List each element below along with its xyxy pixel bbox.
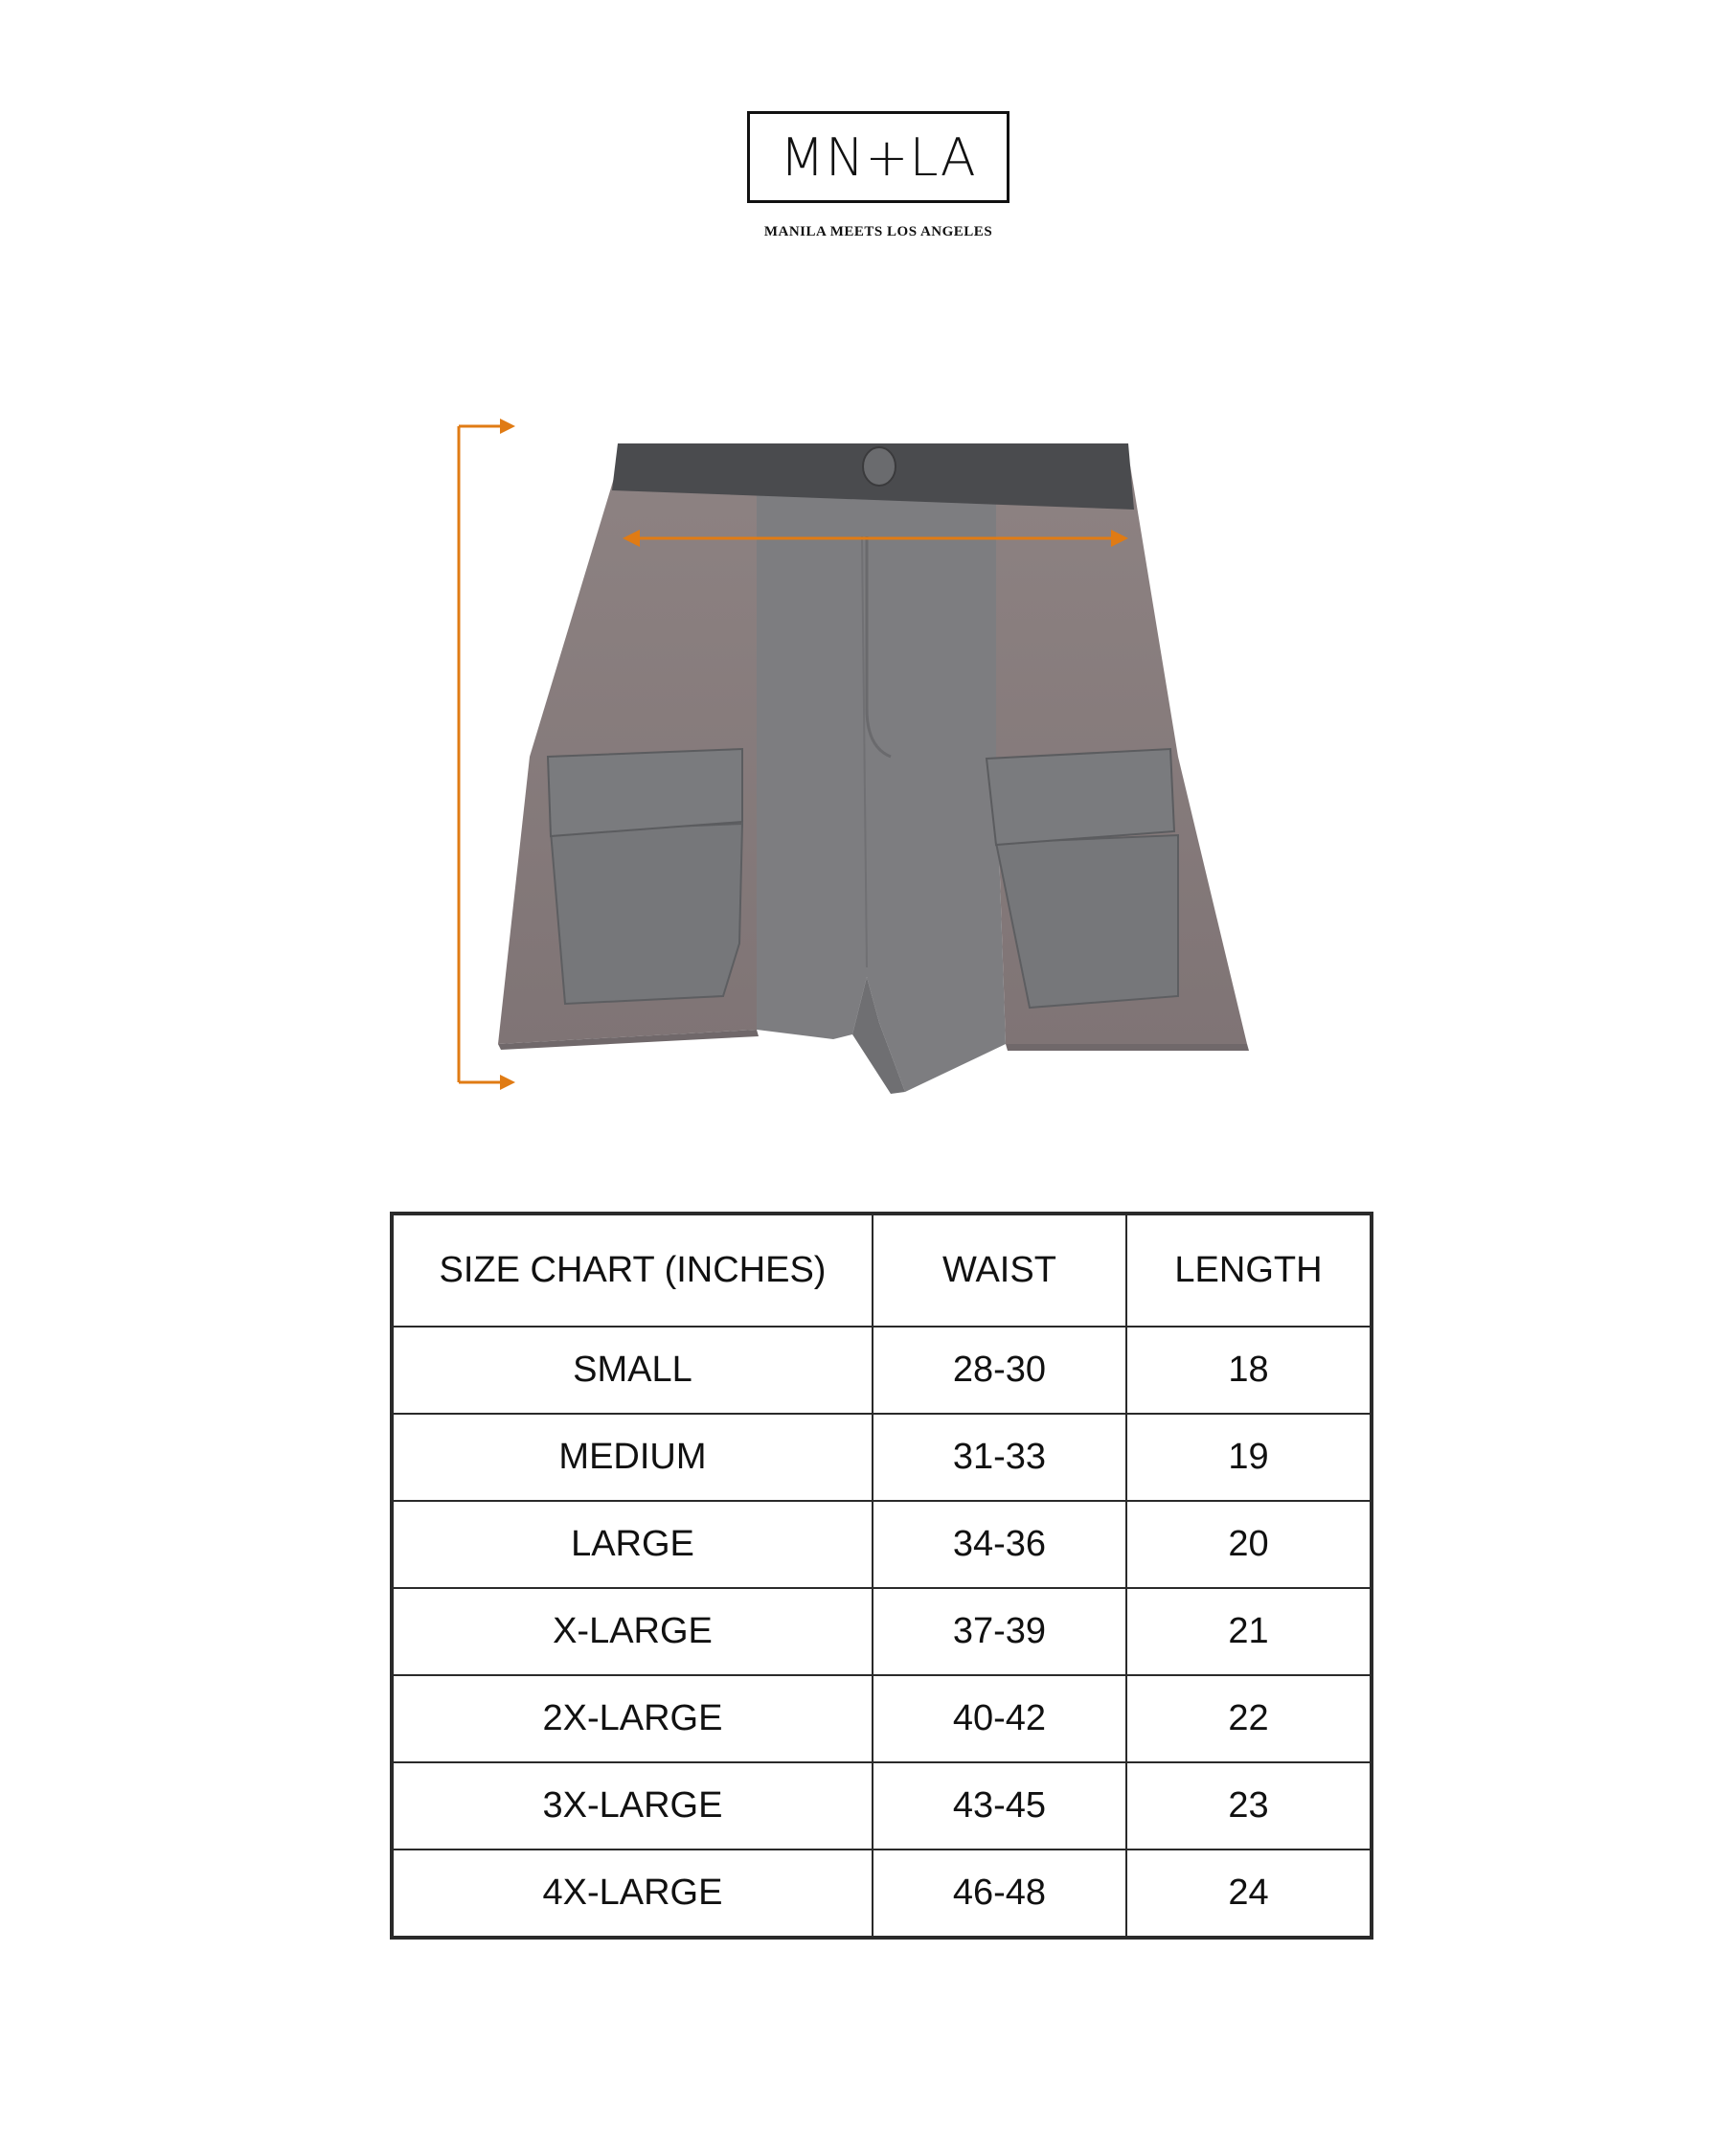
waist-cell: 40-42 xyxy=(873,1675,1126,1762)
waist-cell: 43-45 xyxy=(873,1762,1126,1850)
size-cell: X-LARGE xyxy=(392,1588,873,1675)
table-row xyxy=(392,1588,1372,1675)
length-cell: 19 xyxy=(1126,1414,1372,1501)
logo-text: MN+LA xyxy=(780,126,977,188)
length-cell: 23 xyxy=(1126,1762,1372,1850)
size-cell: 2X-LARGE xyxy=(392,1675,873,1762)
table-row xyxy=(392,1501,1372,1588)
waist-cell: 28-30 xyxy=(873,1327,1126,1414)
table-header-row xyxy=(392,1214,1372,1327)
right-pocket-flap xyxy=(987,749,1174,845)
table-row xyxy=(392,1850,1372,1938)
length-cell: 20 xyxy=(1126,1501,1372,1588)
size-cell: LARGE xyxy=(392,1501,873,1588)
size-cell: 3X-LARGE xyxy=(392,1762,873,1850)
table-row xyxy=(392,1675,1372,1762)
shorts-center-panel xyxy=(757,465,1006,1092)
length-cell: 21 xyxy=(1126,1588,1372,1675)
right-cargo-pocket xyxy=(996,835,1178,1008)
waist-cell: 46-48 xyxy=(873,1850,1126,1938)
table-row xyxy=(392,1762,1372,1850)
header-size-chart: SIZE CHART (INCHES) xyxy=(392,1214,873,1327)
size-cell: SMALL xyxy=(392,1327,873,1414)
brand-tagline: MANILA MEETS LOS ANGELES xyxy=(763,224,993,239)
table-row xyxy=(392,1327,1372,1414)
waistband-button xyxy=(863,447,896,486)
left-pocket-flap xyxy=(548,749,742,836)
waist-cell: 34-36 xyxy=(873,1501,1126,1588)
size-chart-table xyxy=(390,1212,1373,1940)
length-cell: 24 xyxy=(1126,1850,1372,1938)
header-waist: WAIST xyxy=(873,1214,1126,1327)
table-row xyxy=(392,1414,1372,1501)
size-cell: 4X-LARGE xyxy=(392,1850,873,1938)
left-cargo-pocket xyxy=(551,824,742,1004)
length-cell: 22 xyxy=(1126,1675,1372,1762)
length-cell: 18 xyxy=(1126,1327,1372,1414)
header-length: LENGTH xyxy=(1126,1214,1372,1327)
waist-cell: 31-33 xyxy=(873,1414,1126,1501)
size-cell: MEDIUM xyxy=(392,1414,873,1501)
waist-cell: 37-39 xyxy=(873,1588,1126,1675)
